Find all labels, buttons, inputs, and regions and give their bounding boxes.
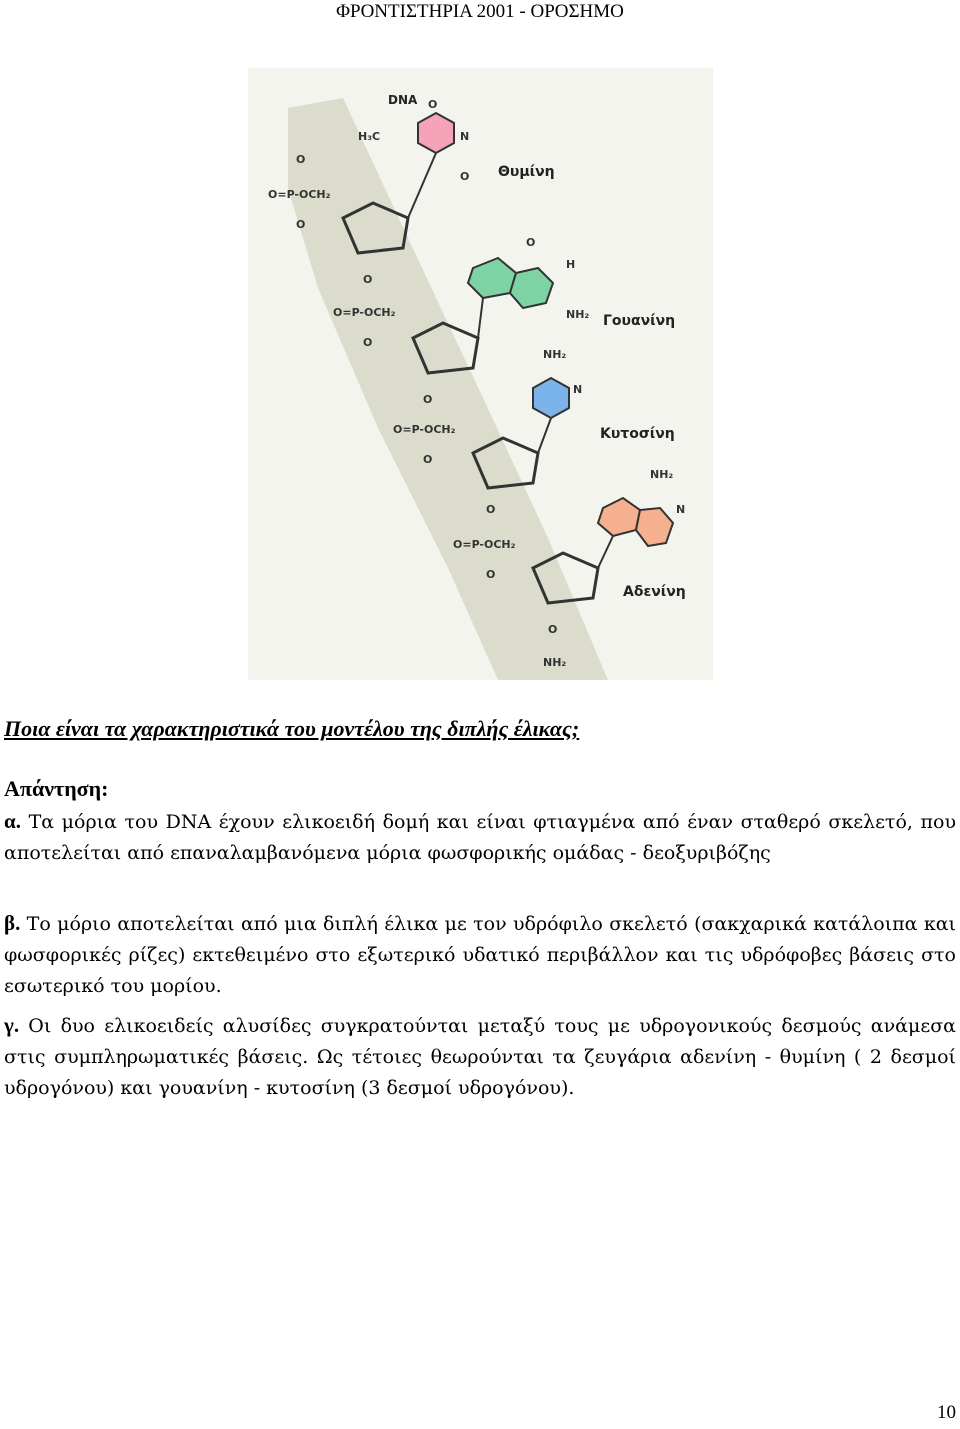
paragraph-text: Τα μόρια του DNA έχουν ελικοειδή δομή και είναι φτιαγμένα από έναν σταθερό σκελετό, που αποτελείται από επαναλαμβανόμενα μόρια φωσφορικής ομάδας - δεοξυριβόζης bbox=[4, 811, 956, 864]
adenine-ring-b bbox=[636, 508, 673, 546]
svg-text:NH₂: NH₂ bbox=[566, 308, 590, 321]
dna-structure-figure bbox=[248, 68, 713, 680]
svg-text:O: O bbox=[296, 218, 306, 231]
svg-text:O=P-OCH₂: O=P-OCH₂ bbox=[268, 188, 331, 201]
svg-text:O: O bbox=[486, 568, 496, 581]
question-heading: Ποια είναι τα χαρακτηριστικά του μοντέλου της διπλής έλικας; bbox=[4, 716, 580, 741]
paragraph-marker: α. bbox=[4, 809, 21, 833]
cytosine-ring bbox=[533, 378, 569, 418]
paragraph-text: Το μόριο αποτελείται από μια διπλή έλικα με τον υδρόφιλο σκελετό (σακχαρικά κατάλοιπα και φωσφορικές ρίζες) εκτεθειμένο στο εξωτερικό υδατικό περιβάλλον και τις υδρόφοβες βάσεις στο εσωτερικό του μορίου. bbox=[4, 913, 956, 997]
svg-text:O=P-OCH₂: O=P-OCH₂ bbox=[393, 423, 456, 436]
answer-paragraph-c bbox=[4, 1010, 956, 1104]
page-number: 10 bbox=[937, 1402, 956, 1423]
svg-text:O=P-OCH₂: O=P-OCH₂ bbox=[333, 306, 396, 319]
svg-text:O=P-OCH₂: O=P-OCH₂ bbox=[453, 538, 516, 551]
guanine-ring-a bbox=[468, 258, 516, 298]
svg-text:O: O bbox=[423, 453, 433, 466]
thymine-ring bbox=[418, 113, 454, 153]
paragraph-text: Οι δυο ελικοειδείς αλυσίδες συγκρατούνται μεταξύ τους με υδρογονικούς δεσμούς ανάμεσα στις συμπληρωματικές βάσεις. Ως τέτοιες θεωρούνται τα ζευγάρια αδενίνη - θυμίνη ( 2 δεσμοί υδρογόνου) και γουανίνη - κυτοσίνη (3 δεσμοί υδρογόνου). bbox=[4, 1015, 956, 1099]
paragraph-marker: β. bbox=[4, 911, 21, 935]
cytosine-label: Κυτοσίνη bbox=[600, 426, 675, 442]
svg-text:N: N bbox=[460, 130, 470, 143]
adenine-ring-a bbox=[598, 498, 640, 536]
guanine-label: Γουανίνη bbox=[603, 313, 676, 329]
svg-text:H: H bbox=[566, 258, 576, 271]
answer-paragraph-b bbox=[4, 908, 956, 1002]
answer-label: Απάντηση: bbox=[4, 776, 109, 801]
svg-text:O: O bbox=[548, 623, 558, 636]
svg-text:N: N bbox=[573, 383, 583, 396]
thymine-label: Θυμίνη bbox=[498, 164, 555, 180]
svg-text:O: O bbox=[363, 273, 373, 286]
svg-text:O: O bbox=[363, 336, 373, 349]
svg-text:O: O bbox=[296, 153, 306, 166]
svg-text:O: O bbox=[526, 236, 536, 249]
svg-text:O: O bbox=[423, 393, 433, 406]
svg-text:O: O bbox=[486, 503, 496, 516]
paragraph-marker: γ. bbox=[4, 1013, 20, 1037]
svg-text:N: N bbox=[676, 503, 686, 516]
dna-label: DNA bbox=[388, 93, 418, 107]
svg-text:O: O bbox=[460, 170, 470, 183]
answer-paragraph-a bbox=[4, 806, 956, 869]
svg-text:NH₂: NH₂ bbox=[650, 468, 674, 481]
guanine-ring-b bbox=[510, 268, 553, 308]
adenine-label: Αδενίνη bbox=[623, 584, 686, 600]
svg-text:O: O bbox=[428, 98, 438, 111]
svg-text:NH₂: NH₂ bbox=[543, 348, 567, 361]
svg-text:NH₂: NH₂ bbox=[543, 656, 567, 669]
svg-text:H₃C: H₃C bbox=[358, 130, 381, 143]
page-header: ΦΡΟΝΤΙΣΤΗΡΙΑ 2001 - ΟΡΟΣΗΜΟ bbox=[336, 1, 624, 22]
dna-structure-diagram bbox=[248, 68, 713, 680]
